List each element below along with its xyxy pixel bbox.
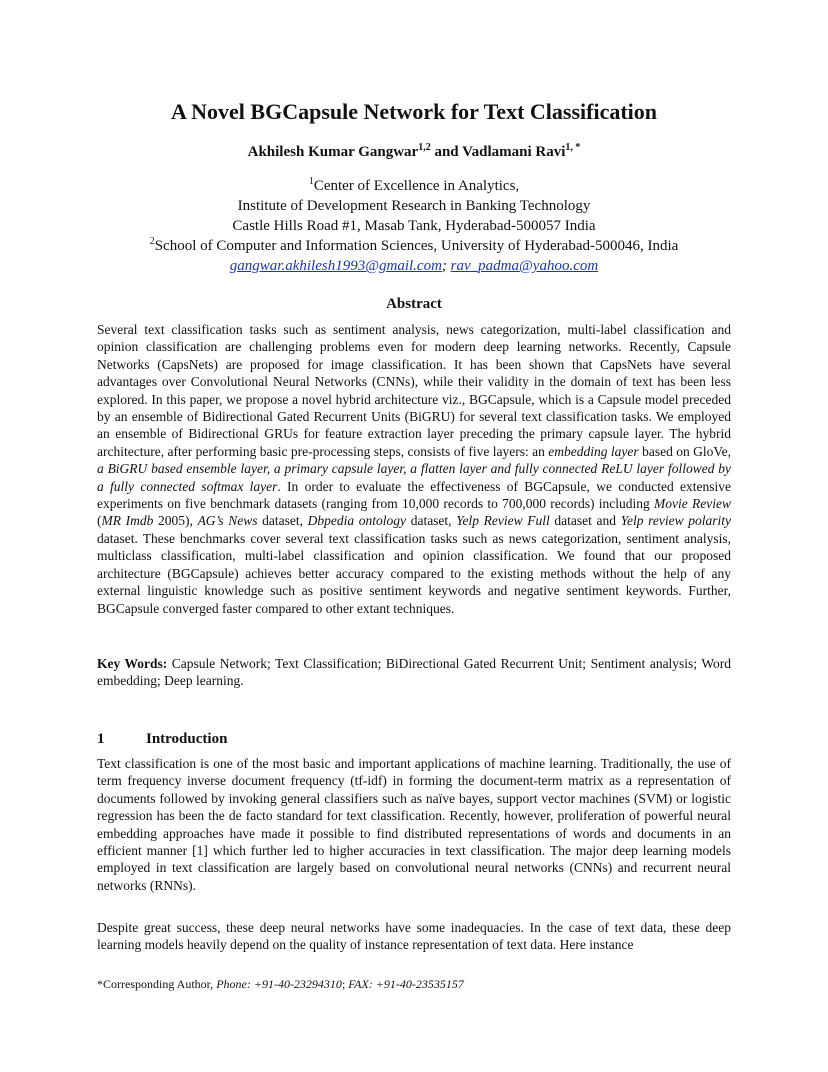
author-conjunction: and: [434, 144, 459, 160]
affiliations: [0, 176, 828, 276]
email-separator: ;: [441, 258, 447, 274]
affiliation-mark: 1: [308, 176, 314, 187]
section-number: 1: [97, 731, 105, 747]
keywords-label: Key Words:: [97, 656, 168, 671]
author-line: [0, 142, 828, 162]
affiliation-line: Institute of Development Research in Banking Technology: [237, 198, 591, 214]
affiliation-line: Castle Hills Road #1, Masab Tank, Hyderabad-500057 India: [232, 218, 596, 234]
intro-paragraph: Despite great success, these deep neural networks have some inadequacies. In the case of text data, these deep learning models heavily depend on the quality of instance representation of text data. Here instance: [97, 920, 731, 953]
author-affiliation-mark: 1,2: [418, 142, 431, 153]
author-name: Vadlamani Ravi: [462, 144, 566, 160]
keywords: [97, 655, 731, 690]
email-link-1[interactable]: gangwar.akhilesh1993@gmail.com: [229, 258, 442, 274]
abstract-heading: Abstract: [386, 296, 442, 312]
email-link-2[interactable]: rav_padma@yahoo.com: [450, 258, 599, 274]
section-heading-introduction: [97, 730, 227, 748]
author-name: Akhilesh Kumar Gangwar: [247, 144, 419, 160]
affiliation-line: $^1$Center of Excellence in Analytics,: [308, 176, 520, 194]
affiliation-line: $^2$School of Computer and Information Sciences, University of Hyderabad-500046, India: [149, 236, 679, 254]
abstract-text: Several text classification tasks such as sentiment analysis, news categorization, multi-label classification and opinion classification are challenging problems even for modern deep learning networks. Recently, Capsule Networks (CapsNets) are proposed for image classification. It has been shown that CapsNets have several advantages over Convolutional Neural Networks (CNNs), while their validity in the domain of text has been less explored. In this paper, we propose a novel hybrid architecture viz., BGCapsule, which is a Capsule model preceded by an ensemble of Bidirectional Gated Recurrent Units (BiGRU) for several text classification tasks. We employed an ensemble of Bidirectional GRUs for feature extraction layer preceding the primary capsule layer. The hybrid architecture, after performing basic pre-processing steps, consists of five layers: an embedding layer based on GloVe, a BiGRU based ensemble layer, a primary capsule layer, a flatten layer and fully connected ReLU layer followed by a fully connected softmax layer. In order to evaluate the effectiveness of BGCapsule, we conducted extensive experiments on five benchmark datasets (ranging from 10,000 records to 700,000 records) including Movie Review (MR Imdb 2005), AG’s News dataset, Dbpedia ontology dataset, Yelp Review Full dataset and Yelp review polarity dataset. These benchmarks cover several text classification tasks such as news categorization, sentiment analysis, multiclass classification, multi-label classification and opinion classification. We found that our proposed architecture (BGCapsule) achieves better accuracy compared to the existing methods without the help of any external linguistic knowledge such as positive sentiment keywords and negative sentiment keywords. Further, BGCapsule converged faster compared to other extant techniques.: [97, 322, 731, 616]
email-line: [0, 256, 828, 276]
author-affiliation-mark: 1, *: [565, 142, 581, 153]
keywords-text: Capsule Network; Text Classification; BiDirectional Gated Recurrent Unit; Sentiment analysis; Word embedding; Deep learning.: [97, 656, 731, 689]
affiliation-mark: 2: [149, 236, 155, 247]
section-title: Introduction: [146, 731, 228, 747]
corresponding-author-footnote: *Corresponding Author, Phone: +91-40-23294310; FAX: +91-40-23535157: [97, 977, 464, 991]
paper-title: A Novel BGCapsule Network for Text Classification: [170, 99, 658, 124]
intro-paragraph: Text classification is one of the most basic and important applications of machine learning. Traditionally, the use of term frequency inverse document frequency (tf-idf) in forming the document-term matrix as a representation of documents followed by invoking general classifiers such as naïve bayes, support vector machines (SVM) or logistic regression has been the de facto standard for text classification. Recently, however, proliferation of powerful neural embedding approaches have made it possible to find distributed representations of words and documents in an efficient manner [1] which further led to higher accuracies in text classification. The major deep learning models employed in text classification are largely based on convolutional neural networks (CNNs) and recurrent neural networks (RNNs).: [97, 756, 731, 893]
